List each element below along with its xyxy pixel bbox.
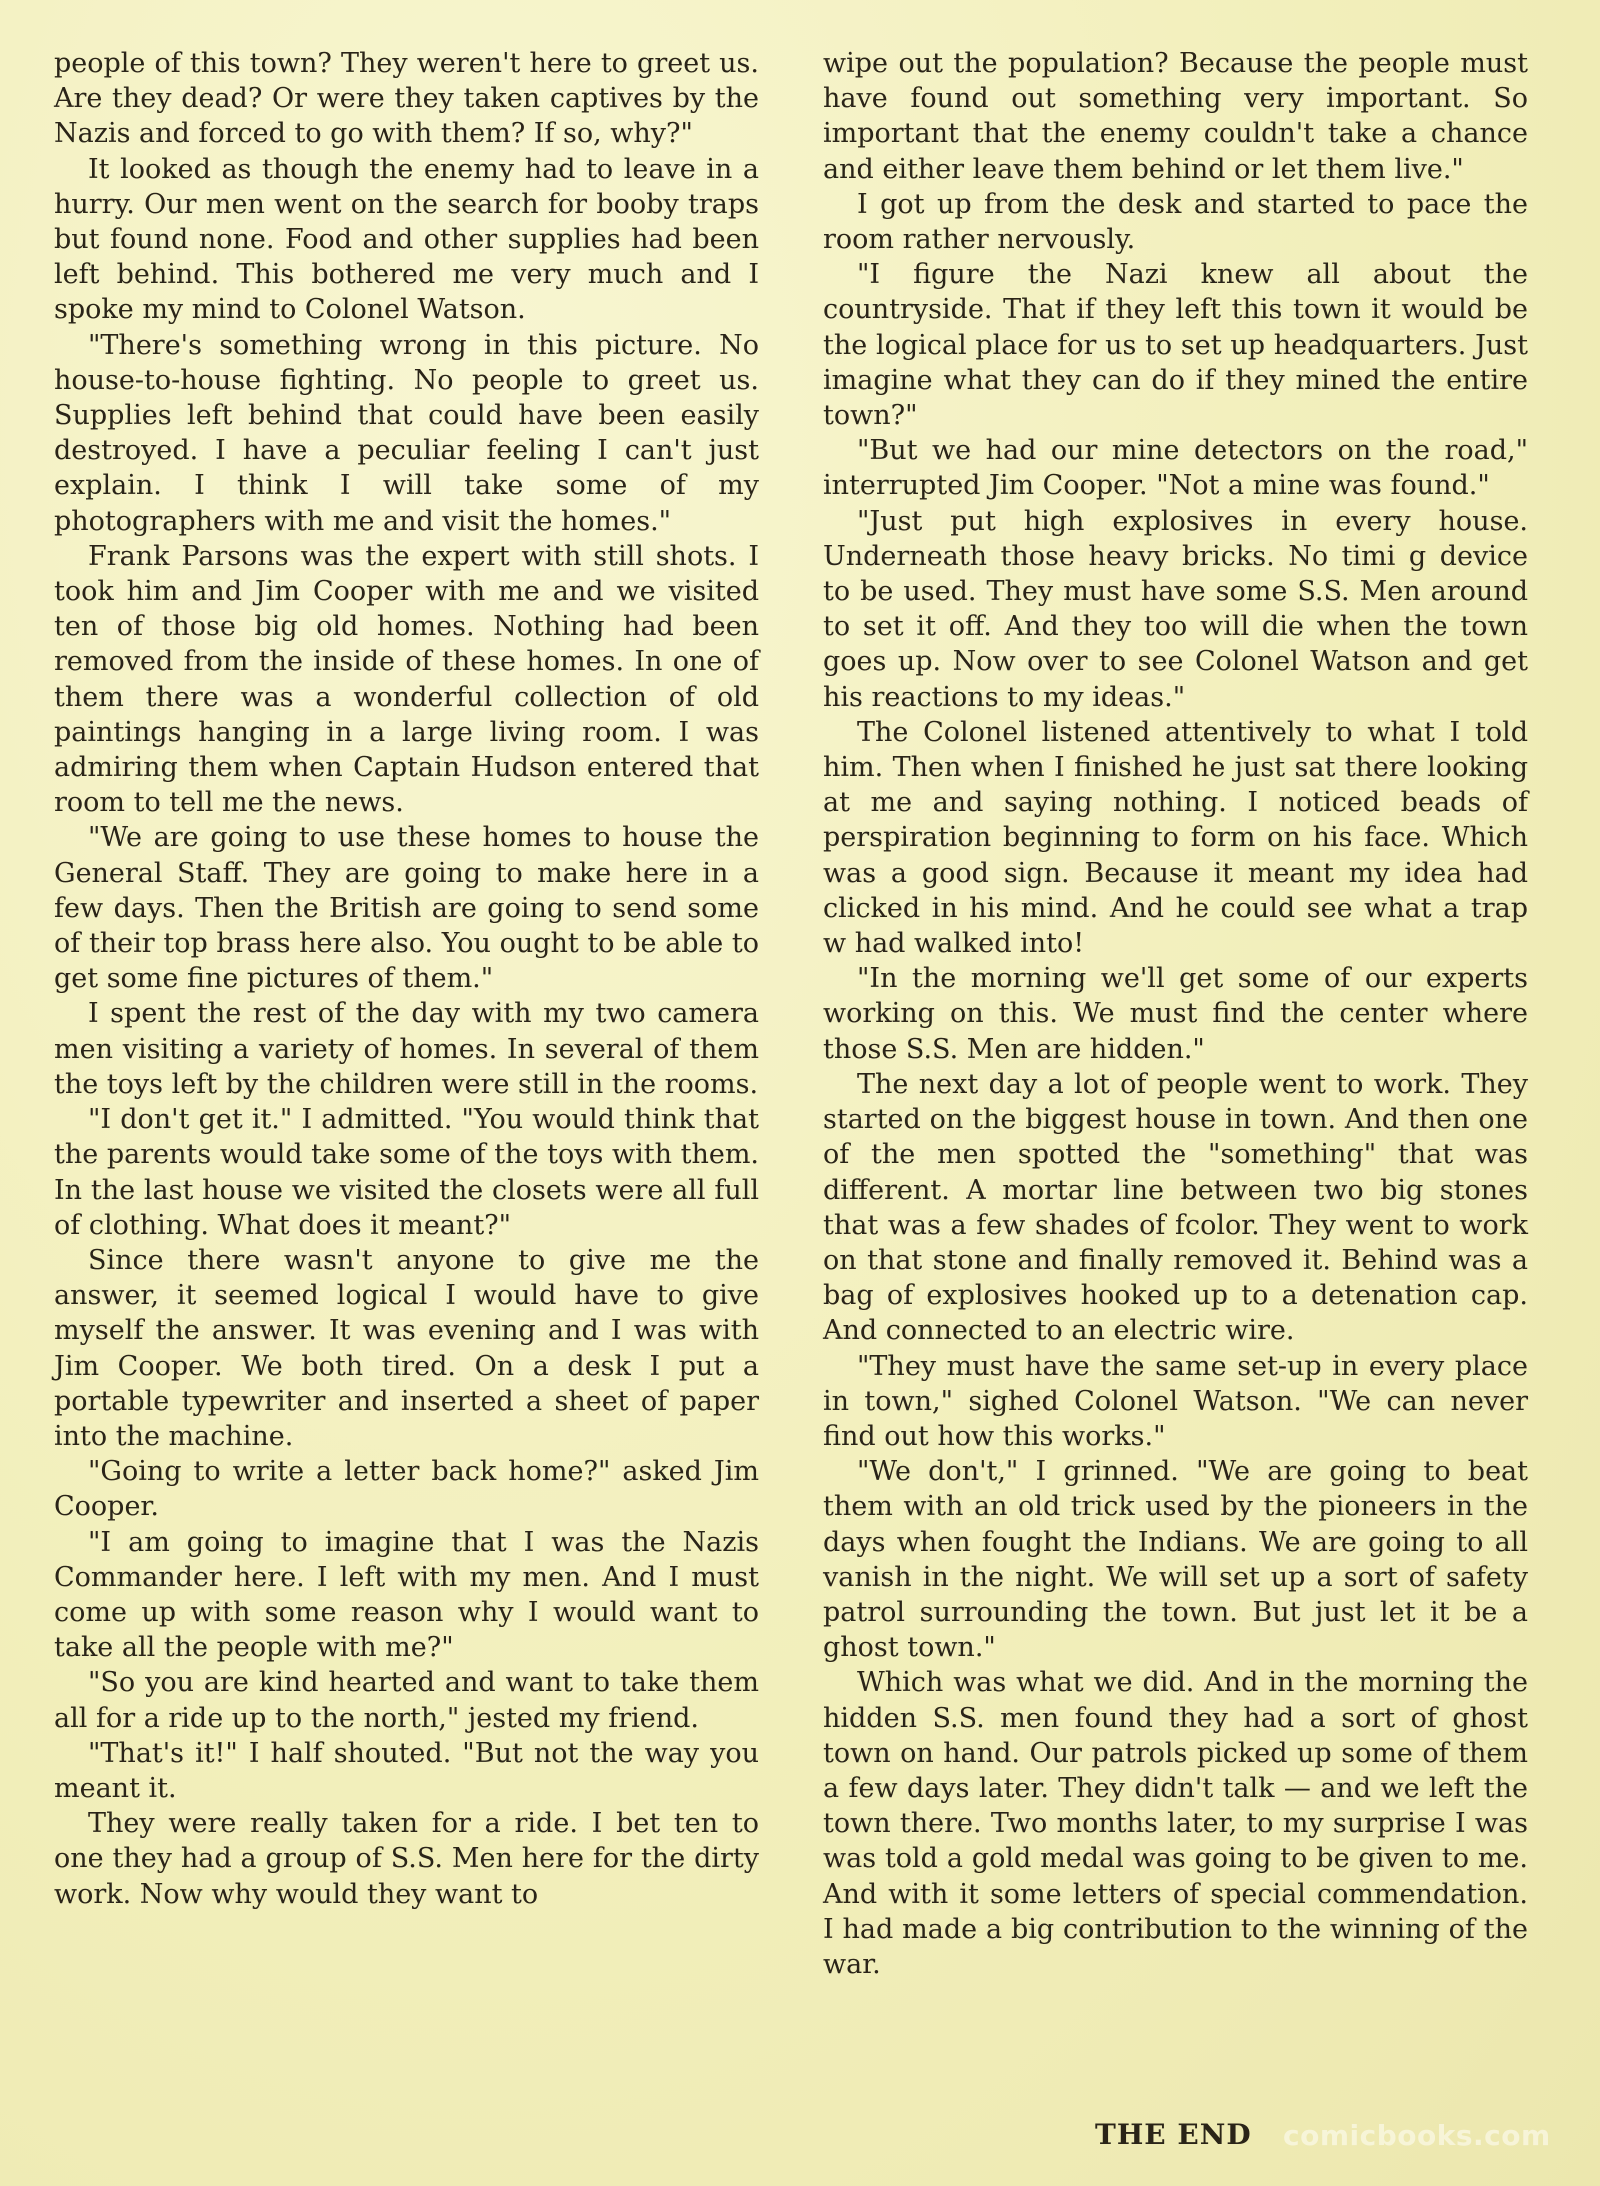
right-text-column bbox=[823, 46, 1528, 1982]
paragraph: "We don't," I grinned. "We are going to beat them with an old trick used by the pioneers in the days when fought the Indians. We are going to all vanish in the night. We will set up a sort of safety patrol surrounding the town. But just let it be a ghost town." bbox=[823, 1456, 1528, 1664]
paragraph: "In the morning we'll get some of our experts working on this. We must find the center where those S.S. Men are hidden." bbox=[823, 963, 1528, 1065]
paragraph: Since there wasn't anyone to give me the answer, it seemed logical I would have to give myself the answer. It was evening and I was with Jim Cooper. We both tired. On a desk I put a portable typewriter and inserted a sheet of paper into the machine. bbox=[54, 1244, 759, 1452]
paragraph: "We are going to use these homes to house the General Staff. They are going to make here in a few days. Then the British are going to send some of their top brass here also. You ought to be able to get some fine pictures of them." bbox=[54, 822, 759, 995]
paragraph: "I figure the Nazi knew all about the countryside. That if they left this town it would be the logical place for us to set up headquarters. Just imagine what they can do if they mined the entire town?" bbox=[823, 259, 1528, 432]
paragraph: "So you are kind hearted and want to take them all for a ride up to the north," jested my friend. bbox=[54, 1667, 759, 1734]
paragraph: "Just put high explosives in every house. Underneath those heavy bricks. No timi g device to be used. They must have some S.S. Men around to set it off. And they too will die when the town goes up. Now over to see Colonel Watson and get his reactions to my ideas." bbox=[823, 505, 1528, 713]
paragraph: It looked as though the enemy had to leave in a hurry. Our men went on the search for booby traps but found none. Food and other supplies had been left behind. This bothered me very much and I spoke my mind to Colonel Watson. bbox=[54, 153, 759, 326]
paragraph: They were really taken for a ride. I bet ten to one they had a group of S.S. Men here for the dirty work. Now why would they want to bbox=[54, 1808, 759, 1910]
paragraph: "They must have the same set-up in every place in town," sighed Colonel Watson. "We can never find out how this works." bbox=[823, 1350, 1528, 1452]
paragraph: Which was what we did. And in the morning the hidden S.S. men found they had a sort of ghost town on hand. Our patrols picked up some of them a few days later. They didn't talk — and we left the town there. Two months later, to my surprise I was was told a gold medal was going to be given to me. And with it some letters of special commendation. I had made a big contribution to the winning of the war. bbox=[823, 1667, 1528, 1980]
site-watermark: comicbooks.com bbox=[1283, 2119, 1551, 2152]
paragraph: "But we had our mine detectors on the road," interrupted Jim Cooper. "Not a mine was found." bbox=[823, 435, 1528, 502]
paragraph: "I am going to imagine that I was the Nazis Commander here. I left with my men. And I must come up with some reason why I would want to take all the people with me?" bbox=[54, 1526, 759, 1664]
paragraph: wipe out the population? Because the people must have found out something very important. So important that the enemy couldn't take a chance and either leave them behind or let them live." bbox=[823, 48, 1528, 185]
left-text-column bbox=[54, 46, 759, 1912]
paragraph: people of this town? They weren't here to greet us. Are they dead? Or were they taken captives by the Nazis and forced to go with them? If so, why?" bbox=[54, 48, 759, 150]
paragraph: I got up from the desk and started to pace the room rather nervously. bbox=[823, 188, 1528, 256]
paragraph: Frank Parsons was the expert with still shots. I took him and Jim Cooper with me and we visited ten of those big old homes. Nothing had been removed from the inside of these homes. In one of them there was a wonderful collection of old paintings hanging in a large living room. I was admiring them when Captain Hudson entered that room to tell me the news. bbox=[54, 540, 759, 819]
the-end-label: THE END bbox=[1095, 2118, 1252, 2151]
paragraph: The Colonel listened attentively to what I told him. Then when I finished he just sat there looking at me and saying nothing. I noticed beads of perspiration beginning to form on his face. Which was a good sign. Because it meant my idea had clicked in his mind. And he could see what a trap w had walked into! bbox=[823, 716, 1528, 960]
paragraph: I spent the rest of the day with my two camera men visiting a variety of homes. In several of them the toys left by the children were still in the rooms. bbox=[54, 998, 759, 1100]
paragraph: The next day a lot of people went to work. They started on the biggest house in town. And then one of the men spotted the "something" that was different. A mortar line between two big stones that was a few shades of fcolor. They went to work on that stone and finally removed it. Behind was a bag of explosives hooked up to a detenation cap. And connected to an electric wire. bbox=[823, 1068, 1528, 1347]
paragraph: "Going to write a letter back home?" asked Jim Cooper. bbox=[54, 1456, 759, 1523]
paragraph: "I don't get it." I admitted. "You would think that the parents would take some of the toys with them. In the last house we visited the closets were all full of clothing. What does it meant?" bbox=[54, 1104, 759, 1241]
paragraph: "There's something wrong in this picture. No house-to-house fighting. No people to greet us. Supplies left behind that could have been easily destroyed. I have a peculiar feeling I can't just explain. I think I will take some of my photographers with me and visit the homes." bbox=[54, 329, 759, 537]
paragraph: "That's it!" I half shouted. "But not the way you meant it. bbox=[54, 1737, 759, 1804]
